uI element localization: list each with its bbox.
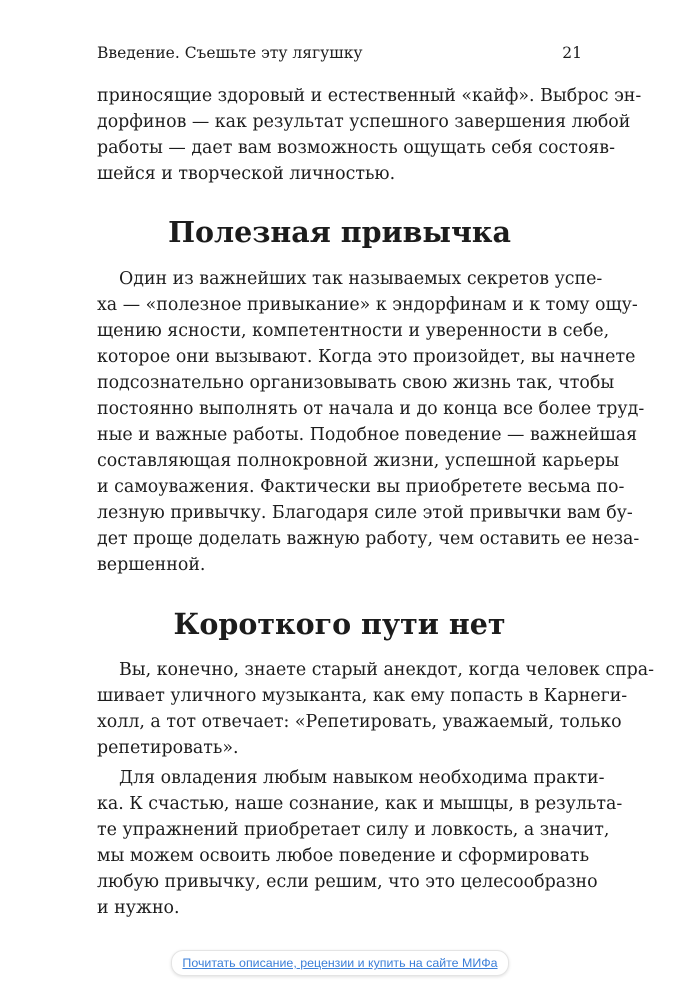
text-line: щению ясности, компетентности и уверенности в себе, [97, 321, 610, 341]
store-link[interactable]: Почитать описание, рецензии и купить на сайте МИФа [171, 950, 509, 976]
text-line: постоянно выполнять от начала и до конца все более труд- [97, 399, 645, 419]
text-line: ха — «полезное привыкание» к эндорфинам и к тому ощу- [97, 295, 638, 315]
text-line: ка. К счастью, наше сознание, как и мышцы, в результа- [97, 794, 623, 814]
section-heading-useful-habit: Полезная привычка [168, 215, 511, 249]
text-line: любую привычку, если решим, что это целесообразно [97, 872, 598, 892]
text-line: шивает уличного музыканта, как ему попасть в Карнеги- [97, 686, 628, 706]
text-line: Один из важнейших так называемых секретов успе- [119, 269, 603, 289]
text-line: те упражнений приобретает силу и ловкость, а значит, [97, 820, 610, 840]
page-number: 21 [562, 44, 582, 62]
text-line: шейся и творческой личностью. [97, 164, 396, 184]
running-head [97, 42, 582, 64]
text-line: вершенной. [97, 555, 206, 575]
text-line: ные и важные работы. Подобное поведение — важнейшая [97, 425, 638, 445]
text-line: репетировать». [97, 738, 239, 758]
text-line: составляющая полнокровной жизни, успешной карьеры [97, 451, 620, 471]
text-line: Для овладения любым навыком необходима практи- [119, 768, 605, 788]
text-line: подсознательно организовывать свою жизнь так, чтобы [97, 373, 615, 393]
text-line: и нужно. [97, 898, 180, 918]
text-line: Вы, конечно, знаете старый анекдот, когда человек спра- [119, 660, 655, 680]
text-line: дорфинов — как результат успешного завершения любой [97, 112, 631, 132]
section-heading-no-shortcut: Короткого пути нет [173, 607, 506, 641]
text-line: и самоуважения. Фактически вы приобретете весьма по- [97, 477, 625, 497]
text-line: лезную привычку. Благодаря силе этой привычки вам бу- [97, 503, 633, 523]
text-line: холл, а тот отвечает: «Репетировать, уважаемый, только [97, 712, 622, 732]
text-line: работы — дает вам возможность ощущать себя состояв- [97, 138, 615, 158]
text-line: которое они вызывают. Когда это произойдет, вы начнете [97, 347, 636, 367]
text-line: дет проще доделать важную работу, чем оставить ее неза- [97, 529, 640, 549]
text-line: приносящие здоровый и естественный «кайф». Выброс эн- [97, 86, 642, 106]
text-line: мы можем освоить любое поведение и сформировать [97, 846, 590, 866]
chapter-title: Введение. Съешьте эту лягушку [97, 44, 363, 62]
